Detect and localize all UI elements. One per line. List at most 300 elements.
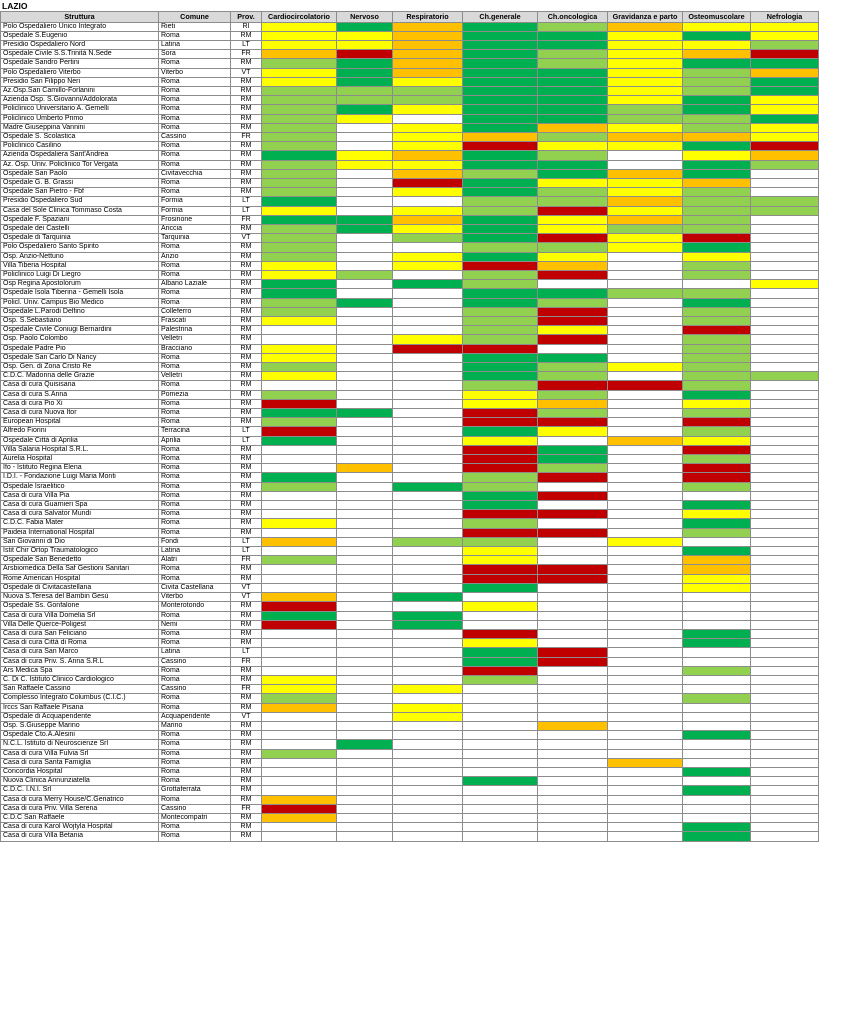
rating-cell-nervoso [337,252,393,261]
table-row [1,114,819,123]
table-row [1,344,819,353]
rating-cell-respiratorio [393,740,463,749]
prov-cell: RM [231,611,262,620]
prov-cell: RM [231,77,262,86]
rating-cell-nefrologia [751,215,819,224]
rating-cell-nervoso [337,703,393,712]
rating-cell-cardiocircolatorio [262,363,337,372]
rating-cell-osteomuscolare [683,602,751,611]
table-row [1,482,819,491]
column-header-nervoso: Nervoso [337,12,393,23]
comune-cell: Roma [159,363,231,372]
comune-cell: Tarquinia [159,234,231,243]
rating-cell-nefrologia [751,721,819,730]
prov-cell: RM [231,519,262,528]
rating-cell-respiratorio [393,731,463,740]
rating-cell-ch-oncologica [538,326,608,335]
comune-cell: Roma [159,731,231,740]
rating-cell-ch-oncologica [538,786,608,795]
rating-cell-nervoso [337,68,393,77]
rating-cell-gravidanza-e-parto [608,455,683,464]
rating-cell-ch-generale [463,712,538,721]
rating-cell-ch-oncologica [538,620,608,629]
rating-cell-nefrologia [751,556,819,565]
rating-cell-osteomuscolare [683,832,751,841]
rating-cell-nervoso [337,767,393,776]
rating-cell-cardiocircolatorio [262,142,337,151]
rating-cell-cardiocircolatorio [262,335,337,344]
rating-cell-gravidanza-e-parto [608,703,683,712]
rating-cell-nervoso [337,519,393,528]
rating-cell-respiratorio [393,777,463,786]
rating-cell-ch-generale [463,399,538,408]
rating-cell-nefrologia [751,363,819,372]
rating-cell-nefrologia [751,123,819,132]
rating-cell-respiratorio [393,344,463,353]
struttura-cell: Villa Tiberia Hospital [1,261,159,270]
rating-cell-respiratorio [393,583,463,592]
struttura-cell: Ospedale Sandro Pertini [1,59,159,68]
comune-cell: Albano Laziale [159,280,231,289]
table-row [1,77,819,86]
table-row [1,31,819,40]
rating-cell-gravidanza-e-parto [608,344,683,353]
rating-cell-ch-generale [463,740,538,749]
rating-cell-ch-generale [463,224,538,233]
rating-cell-respiratorio [393,50,463,59]
table-row [1,197,819,206]
struttura-cell: Concordia Hospital [1,767,159,776]
hospital-ratings-table [0,11,819,842]
table-row [1,105,819,114]
rating-cell-nervoso [337,344,393,353]
rating-cell-nervoso [337,547,393,556]
comune-cell: Grottaferrata [159,786,231,795]
rating-cell-osteomuscolare [683,409,751,418]
rating-cell-cardiocircolatorio [262,593,337,602]
rating-cell-osteomuscolare [683,363,751,372]
rating-cell-cardiocircolatorio [262,50,337,59]
struttura-cell: Az.Osp.San Camillo-Forlanini [1,86,159,95]
rating-cell-nefrologia [751,160,819,169]
rating-cell-cardiocircolatorio [262,261,337,270]
rating-cell-nervoso [337,464,393,473]
rating-cell-respiratorio [393,261,463,270]
rating-cell-gravidanza-e-parto [608,749,683,758]
prov-cell: RM [231,160,262,169]
prov-cell: RM [231,455,262,464]
rating-cell-ch-generale [463,317,538,326]
rating-cell-cardiocircolatorio [262,178,337,187]
rating-cell-gravidanza-e-parto [608,813,683,822]
rating-cell-cardiocircolatorio [262,767,337,776]
rating-cell-ch-oncologica [538,409,608,418]
comune-cell: Formia [159,197,231,206]
rating-cell-osteomuscolare [683,224,751,233]
prov-cell: RM [231,639,262,648]
rating-cell-ch-oncologica [538,574,608,583]
rating-cell-cardiocircolatorio [262,629,337,638]
comune-cell: Roma [159,519,231,528]
rating-cell-respiratorio [393,390,463,399]
comune-cell: Roma [159,639,231,648]
rating-cell-gravidanza-e-parto [608,565,683,574]
comune-cell: Roma [159,740,231,749]
rating-cell-nervoso [337,491,393,500]
rating-cell-ch-generale [463,694,538,703]
table-row [1,464,819,473]
rating-cell-ch-oncologica [538,289,608,298]
rating-cell-cardiocircolatorio [262,556,337,565]
comune-cell: Roma [159,703,231,712]
comune-cell: Colleferro [159,307,231,316]
rating-cell-nefrologia [751,151,819,160]
rating-cell-ch-oncologica [538,372,608,381]
column-header-comune: Comune [159,12,231,23]
table-row [1,786,819,795]
rating-cell-respiratorio [393,501,463,510]
comune-cell: Civitavecchia [159,169,231,178]
rating-cell-ch-oncologica [538,335,608,344]
rating-cell-osteomuscolare [683,519,751,528]
rating-cell-nervoso [337,620,393,629]
rating-cell-respiratorio [393,234,463,243]
struttura-cell: Casa di cura S.Anna [1,390,159,399]
column-header-prov: Prov. [231,12,262,23]
comune-cell: Roma [159,565,231,574]
rating-cell-ch-oncologica [538,666,608,675]
rating-cell-cardiocircolatorio [262,491,337,500]
comune-cell: Bracciano [159,344,231,353]
rating-cell-gravidanza-e-parto [608,252,683,261]
rating-cell-ch-generale [463,390,538,399]
rating-cell-respiratorio [393,243,463,252]
prov-cell: LT [231,648,262,657]
struttura-cell: Casa di cura Villa Betania [1,832,159,841]
rating-cell-ch-oncologica [538,317,608,326]
rating-cell-nefrologia [751,786,819,795]
rating-cell-cardiocircolatorio [262,234,337,243]
rating-cell-gravidanza-e-parto [608,629,683,638]
comune-cell: Montecompatri [159,813,231,822]
rating-cell-ch-oncologica [538,749,608,758]
rating-cell-gravidanza-e-parto [608,777,683,786]
rating-cell-cardiocircolatorio [262,289,337,298]
rating-cell-respiratorio [393,795,463,804]
table-row [1,252,819,261]
comune-cell: Cassino [159,132,231,141]
column-header-ch-oncologica: Ch.oncologica [538,12,608,23]
rating-cell-nefrologia [751,666,819,675]
rating-cell-ch-oncologica [538,712,608,721]
rating-cell-nervoso [337,86,393,95]
struttura-cell: Ospedale San Benedetto [1,556,159,565]
rating-cell-ch-oncologica [538,629,608,638]
struttura-cell: Ospedale di Acquapendente [1,712,159,721]
rating-cell-gravidanza-e-parto [608,731,683,740]
rating-cell-cardiocircolatorio [262,105,337,114]
table-row [1,151,819,160]
rating-cell-nervoso [337,399,393,408]
rating-cell-osteomuscolare [683,22,751,31]
rating-cell-respiratorio [393,381,463,390]
rating-cell-respiratorio [393,270,463,279]
rating-cell-nervoso [337,298,393,307]
rating-cell-nefrologia [751,418,819,427]
rating-cell-ch-generale [463,786,538,795]
table-row [1,547,819,556]
struttura-cell: Ospedale S. Scolastica [1,132,159,141]
comune-cell: Acquapendente [159,712,231,721]
struttura-cell: Ospedale Civile Coniugi Bernardini [1,326,159,335]
table-row [1,593,819,602]
prov-cell: RM [231,629,262,638]
prov-cell: RM [231,344,262,353]
rating-cell-osteomuscolare [683,160,751,169]
rating-cell-ch-generale [463,510,538,519]
rating-cell-ch-generale [463,409,538,418]
rating-cell-ch-oncologica [538,77,608,86]
rating-cell-respiratorio [393,289,463,298]
comune-cell: Roma [159,482,231,491]
rating-cell-gravidanza-e-parto [608,473,683,482]
rating-cell-nervoso [337,40,393,49]
prov-cell: RM [231,252,262,261]
rating-cell-respiratorio [393,22,463,31]
rating-cell-ch-oncologica [538,105,608,114]
rating-cell-ch-generale [463,298,538,307]
rating-cell-ch-generale [463,132,538,141]
rating-cell-nefrologia [751,832,819,841]
rating-cell-respiratorio [393,565,463,574]
rating-cell-nefrologia [751,583,819,592]
rating-cell-ch-generale [463,436,538,445]
rating-cell-ch-generale [463,629,538,638]
rating-cell-cardiocircolatorio [262,31,337,40]
rating-cell-ch-oncologica [538,767,608,776]
rating-cell-gravidanza-e-parto [608,795,683,804]
prov-cell: RM [231,169,262,178]
rating-cell-ch-oncologica [538,721,608,730]
comune-cell: Roma [159,409,231,418]
prov-cell: RM [231,280,262,289]
rating-cell-respiratorio [393,427,463,436]
rating-cell-gravidanza-e-parto [608,823,683,832]
rating-cell-gravidanza-e-parto [608,547,683,556]
rating-cell-ch-oncologica [538,123,608,132]
rating-cell-gravidanza-e-parto [608,298,683,307]
rating-cell-respiratorio [393,639,463,648]
rating-cell-ch-generale [463,602,538,611]
rating-cell-nefrologia [751,206,819,215]
rating-cell-ch-generale [463,593,538,602]
rating-cell-nefrologia [751,703,819,712]
rating-cell-cardiocircolatorio [262,445,337,454]
rating-cell-nefrologia [751,611,819,620]
rating-cell-ch-generale [463,261,538,270]
comune-cell: Roma [159,629,231,638]
rating-cell-gravidanza-e-parto [608,372,683,381]
rating-cell-ch-generale [463,68,538,77]
rating-cell-cardiocircolatorio [262,464,337,473]
comune-cell: Roma [159,270,231,279]
rating-cell-cardiocircolatorio [262,473,337,482]
comune-cell: Roma [159,455,231,464]
rating-cell-nefrologia [751,813,819,822]
rating-cell-respiratorio [393,455,463,464]
rating-cell-ch-generale [463,188,538,197]
prov-cell: FR [231,804,262,813]
comune-cell: Roma [159,749,231,758]
rating-cell-cardiocircolatorio [262,132,337,141]
struttura-cell: Casa di cura Guarnieri Spa [1,501,159,510]
rating-cell-osteomuscolare [683,675,751,684]
rating-cell-gravidanza-e-parto [608,694,683,703]
table-row [1,326,819,335]
rating-cell-cardiocircolatorio [262,721,337,730]
rating-cell-nefrologia [751,602,819,611]
rating-cell-respiratorio [393,445,463,454]
rating-cell-nervoso [337,565,393,574]
rating-cell-respiratorio [393,611,463,620]
rating-cell-nefrologia [751,178,819,187]
rating-cell-respiratorio [393,657,463,666]
rating-cell-respiratorio [393,574,463,583]
prov-cell: LT [231,40,262,49]
rating-cell-gravidanza-e-parto [608,583,683,592]
struttura-cell: Irccs San Raffaele Pisana [1,703,159,712]
struttura-cell: Casa di cura Villa Domelia Srl [1,611,159,620]
rating-cell-respiratorio [393,40,463,49]
comune-cell: Viterbo [159,593,231,602]
rating-cell-osteomuscolare [683,685,751,694]
rating-cell-cardiocircolatorio [262,510,337,519]
rating-cell-gravidanza-e-parto [608,721,683,730]
region-title: LAZIO [2,1,28,11]
rating-cell-gravidanza-e-parto [608,620,683,629]
rating-cell-respiratorio [393,767,463,776]
rating-cell-nefrologia [751,50,819,59]
rating-cell-cardiocircolatorio [262,22,337,31]
rating-cell-nervoso [337,611,393,620]
rating-cell-nefrologia [751,491,819,500]
rating-cell-gravidanza-e-parto [608,648,683,657]
rating-cell-gravidanza-e-parto [608,593,683,602]
rating-cell-cardiocircolatorio [262,326,337,335]
rating-cell-nervoso [337,537,393,546]
rating-cell-cardiocircolatorio [262,188,337,197]
rating-cell-nefrologia [751,758,819,767]
rating-cell-gravidanza-e-parto [608,758,683,767]
rating-cell-gravidanza-e-parto [608,335,683,344]
table-row [1,353,819,362]
rating-cell-respiratorio [393,528,463,537]
struttura-cell: C. Di C. Istituto Clinico Cardiologico [1,675,159,684]
rating-cell-cardiocircolatorio [262,215,337,224]
rating-cell-nefrologia [751,22,819,31]
rating-cell-gravidanza-e-parto [608,427,683,436]
rating-cell-nervoso [337,372,393,381]
rating-cell-gravidanza-e-parto [608,77,683,86]
prov-cell: RM [231,482,262,491]
table-header-row [1,12,819,23]
rating-cell-osteomuscolare [683,132,751,141]
rating-cell-respiratorio [393,593,463,602]
rating-cell-osteomuscolare [683,298,751,307]
comune-cell: Latina [159,648,231,657]
rating-cell-respiratorio [393,77,463,86]
rating-cell-nefrologia [751,455,819,464]
rating-cell-ch-oncologica [538,482,608,491]
prov-cell: RM [231,363,262,372]
comune-cell: Monterotondo [159,602,231,611]
rating-cell-ch-generale [463,197,538,206]
rating-cell-respiratorio [393,703,463,712]
rating-cell-ch-generale [463,445,538,454]
rating-cell-gravidanza-e-parto [608,602,683,611]
struttura-cell: Polo Ospedaliero Unico Integrato [1,22,159,31]
rating-cell-gravidanza-e-parto [608,611,683,620]
rating-cell-ch-generale [463,639,538,648]
rating-cell-cardiocircolatorio [262,786,337,795]
rating-cell-nefrologia [751,749,819,758]
column-header-osteomuscolare: Osteomuscolare [683,12,751,23]
prov-cell: RM [231,510,262,519]
rating-cell-gravidanza-e-parto [608,363,683,372]
table-row [1,823,819,832]
prov-cell: RM [231,390,262,399]
rating-cell-ch-generale [463,556,538,565]
struttura-cell: Complesso Integrato Columbus (C.I.C.) [1,694,159,703]
rating-cell-ch-oncologica [538,344,608,353]
rating-cell-cardiocircolatorio [262,804,337,813]
table-row [1,721,819,730]
comune-cell: Roma [159,261,231,270]
rating-cell-ch-generale [463,326,538,335]
rating-cell-respiratorio [393,666,463,675]
rating-cell-nefrologia [751,77,819,86]
rating-cell-nervoso [337,206,393,215]
comune-cell: Roma [159,105,231,114]
rating-cell-nefrologia [751,767,819,776]
rating-cell-ch-generale [463,501,538,510]
struttura-cell: Policlinico Universitario A. Gemelli [1,105,159,114]
rating-cell-respiratorio [393,280,463,289]
rating-cell-nervoso [337,813,393,822]
prov-cell: RM [231,767,262,776]
rating-cell-ch-generale [463,565,538,574]
rating-cell-nefrologia [751,252,819,261]
rating-cell-nervoso [337,510,393,519]
rating-cell-nefrologia [751,326,819,335]
table-row [1,436,819,445]
rating-cell-gravidanza-e-parto [608,86,683,95]
prov-cell: RM [231,491,262,500]
comune-cell: Roma [159,666,231,675]
prov-cell: RM [231,528,262,537]
rating-cell-osteomuscolare [683,178,751,187]
table-row [1,657,819,666]
table-row [1,399,819,408]
rating-cell-gravidanza-e-parto [608,639,683,648]
rating-cell-nefrologia [751,565,819,574]
struttura-cell: Policlinico Luigi Di Liegro [1,270,159,279]
rating-cell-nefrologia [751,105,819,114]
rating-cell-ch-oncologica [538,694,608,703]
rating-cell-osteomuscolare [683,335,751,344]
rating-cell-osteomuscolare [683,399,751,408]
rating-cell-ch-oncologica [538,537,608,546]
